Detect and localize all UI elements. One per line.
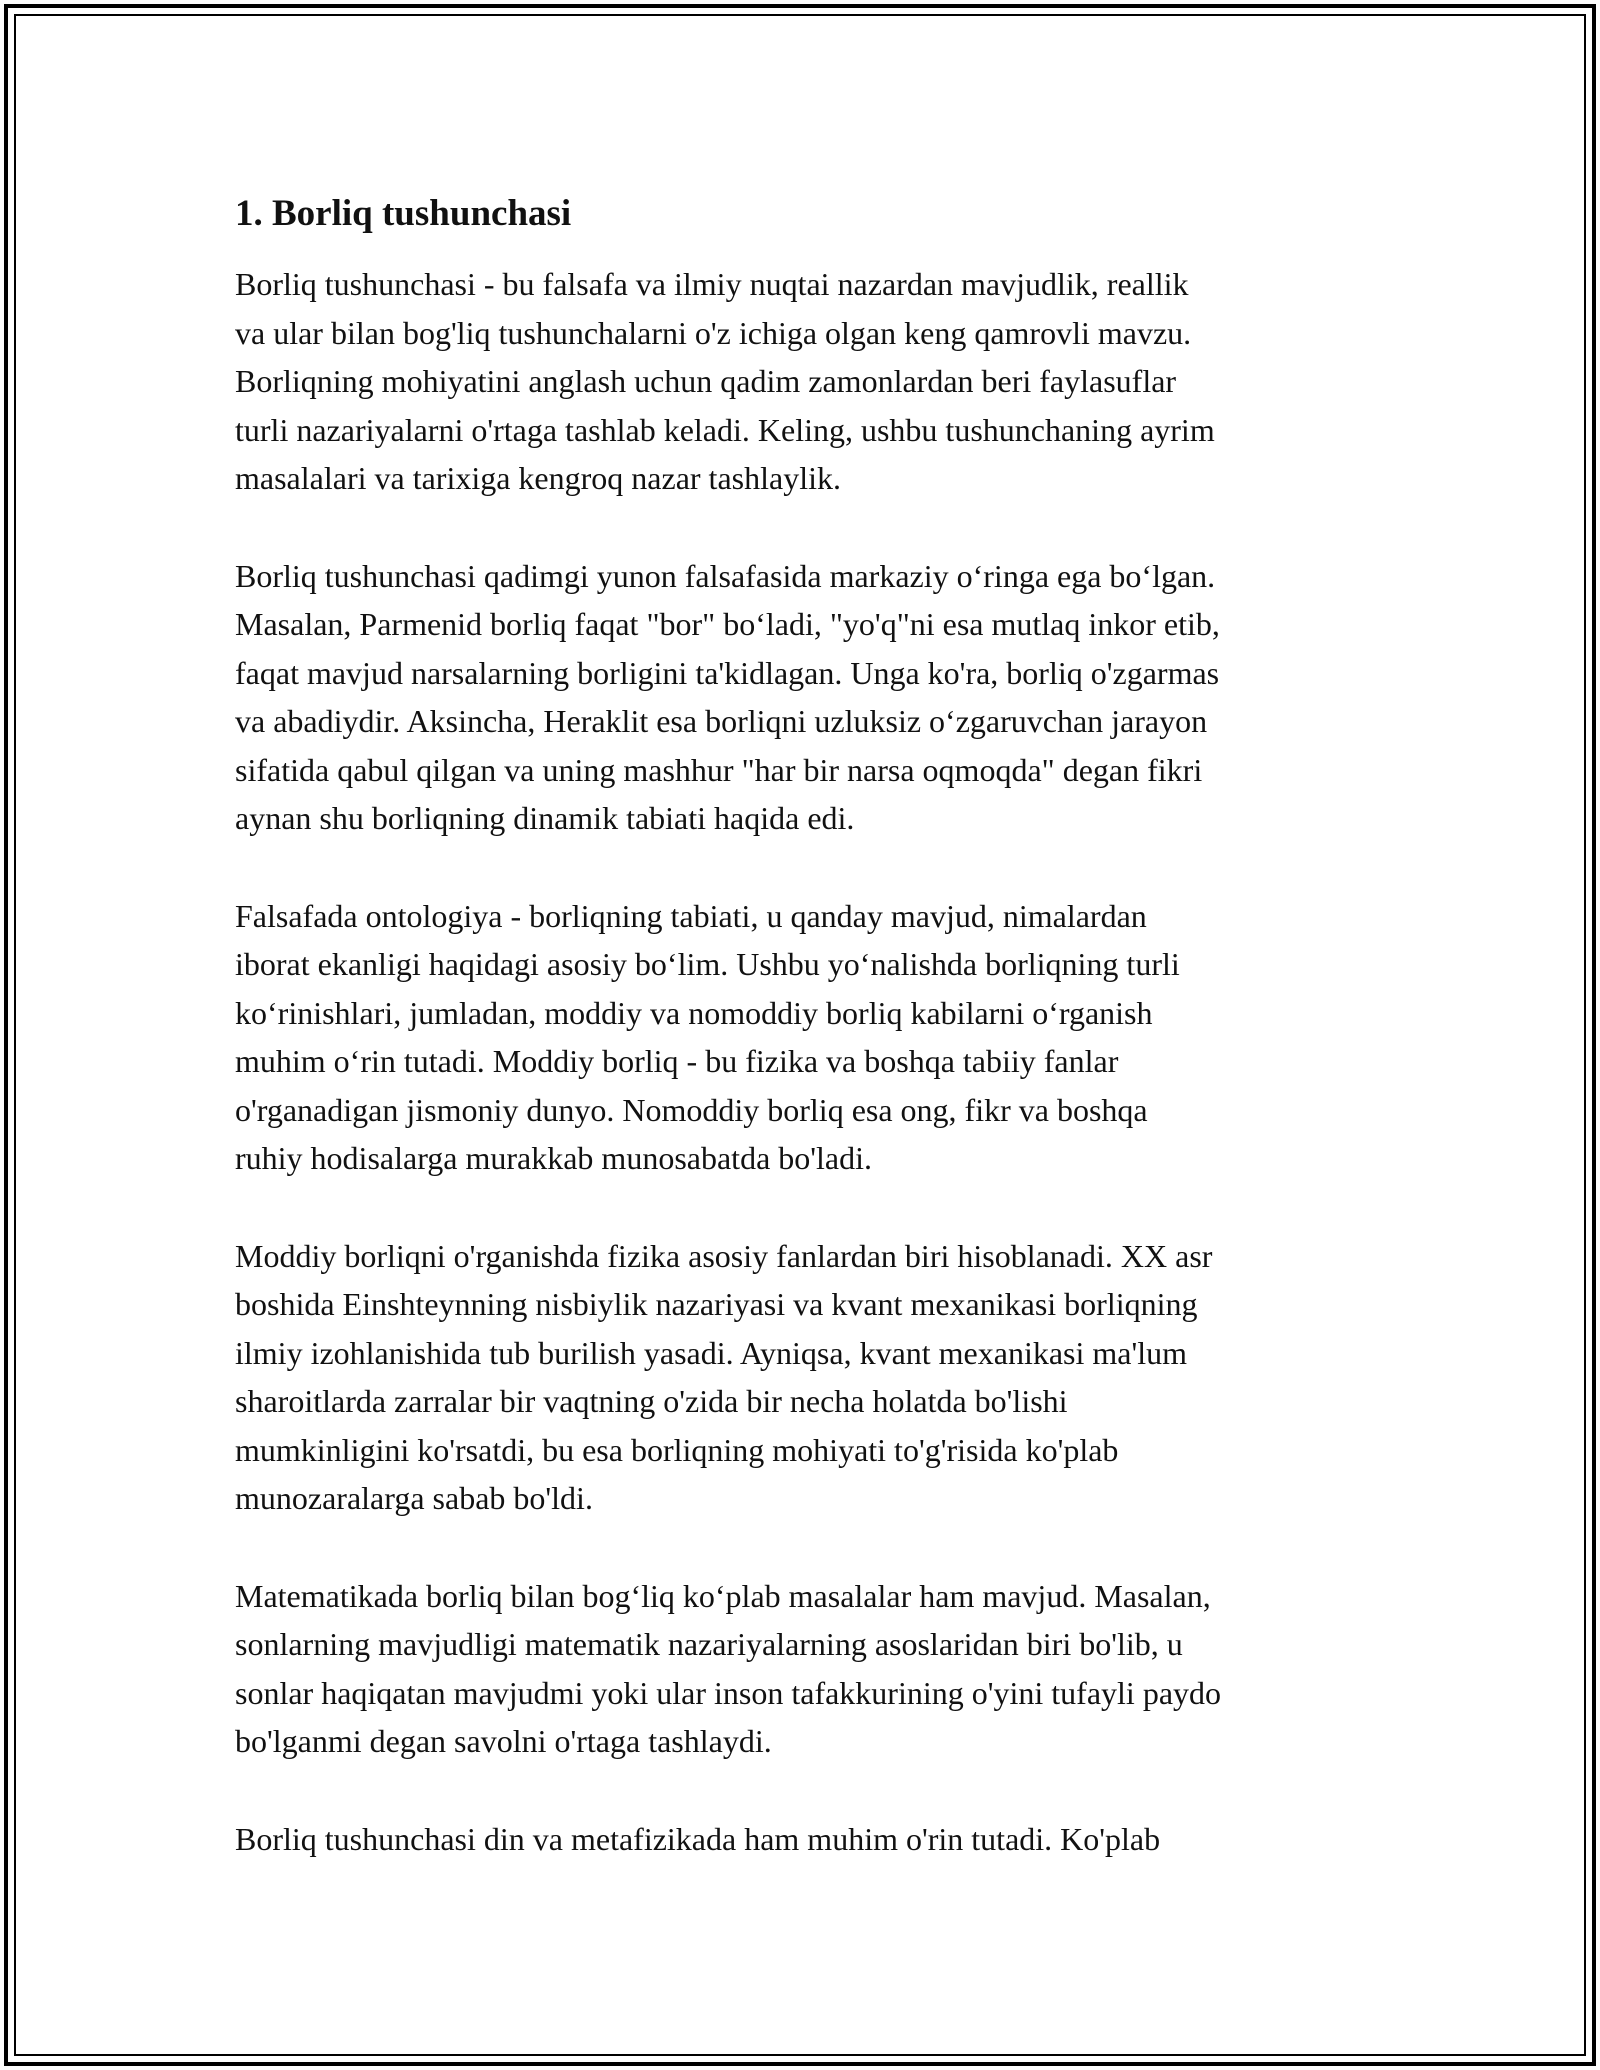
text-line: munozaralarga sabab bo'ldi. xyxy=(235,1480,593,1516)
text-line: Borliqning mohiyatini anglash uchun qadim zamonlardan beri faylasuflar xyxy=(235,363,1177,399)
text-line: Moddiy borliqni o'rganishda fizika asosiy fanlardan biri hisoblanadi. XX asr xyxy=(235,1237,1213,1274)
text-line: sharoitlarda zarralar bir vaqtning o'zida bir necha holatda bo'lishi xyxy=(235,1383,1068,1419)
text-line: muhim o‘rin tutadi. Moddiy borliq - bu fizika va boshqa tabiiy fanlar xyxy=(235,1043,1119,1079)
text-line: bo'lganmi degan savolni o'rtaga tashlaydi. xyxy=(235,1723,772,1759)
text-line: va ular bilan bog'liq tushunchalarni o'z ichiga olgan keng qamrovli mavzu. xyxy=(235,314,1192,351)
text-line: Matematikada borliq bilan bog‘liq ko‘plab masalalar ham mavjud. Masalan, xyxy=(235,1577,1211,1614)
text-line: mumkinligini ko'rsatdi, bu esa borliqning mohiyati to'g'risida ko'plab xyxy=(235,1431,1119,1468)
document-body xyxy=(235,190,1385,1912)
text-line: va abadiydir. Aksincha, Heraklit esa borliqni uzluksiz o‘zgaruvchan jarayon xyxy=(235,703,1208,739)
text-line: Borliq tushunchasi qadimgi yunon falsafasida markaziy o‘ringa ega bo‘lgan. xyxy=(235,557,1216,594)
text-line: sonlarning mavjudligi matematik nazariyalarning asoslaridan biri bo'lib, u xyxy=(235,1626,1183,1662)
text-line: ko‘rinishlari, jumladan, moddiy va nomoddiy borliq kabilarni o‘rganish xyxy=(235,994,1153,1031)
paragraph-6 xyxy=(235,1815,1385,1864)
text-line: sonlar haqiqatan mavjudmi yoki ular inson tafakkurining o'yini tufayli paydo xyxy=(235,1674,1222,1711)
text-line: sifatida qabul qilgan va uning mashhur "har bir narsa oqmoqda" degan fikri xyxy=(235,751,1203,788)
text-line: turli nazariyalarni o'rtaga tashlab keladi. Keling, ushbu tushunchaning ayrim xyxy=(235,411,1215,448)
paragraph-1 xyxy=(235,260,1385,503)
text-line: Masalan, Parmenid borliq faqat "bor" bo‘ladi, "yo'q"ni esa mutlaq inkor etib, xyxy=(235,606,1220,642)
section-heading: 1. Borliq tushunchasi xyxy=(235,193,572,234)
text-line: Borliq tushunchasi din va metafizikada ham muhim o'rin tutadi. Ko'plab xyxy=(235,1820,1161,1857)
text-line: ruhiy hodisalarga murakkab munosabatda bo'ladi. xyxy=(235,1140,873,1176)
paragraph-5 xyxy=(235,1572,1385,1766)
text-line: o'rganadigan jismoniy dunyo. Nomoddiy borliq esa ong, fikr va boshqa xyxy=(235,1091,1148,1128)
text-line: faqat mavjud narsalarning borligini ta'kidlagan. Unga ko'ra, borliq o'zgarmas xyxy=(235,654,1220,691)
text-line: Falsafada ontologiya - borliqning tabiati, u qanday mavjud, nimalardan xyxy=(235,897,1147,934)
text-line: ilmiy izohlanishida tub burilish yasadi. Ayniqsa, kvant mexanikasi ma'lum xyxy=(235,1334,1188,1371)
text-line: masalalari va tarixiga kengroq nazar tashlaylik. xyxy=(235,460,841,496)
paragraph-2 xyxy=(235,552,1385,843)
text-line: aynan shu borliqning dinamik tabiati haqida edi. xyxy=(235,800,855,836)
text-line: Borliq tushunchasi - bu falsafa va ilmiy nuqtai nazardan mavjudlik, reallik xyxy=(235,266,1189,302)
text-line: iborat ekanligi haqidagi asosiy bo‘lim. Ushbu yo‘nalishda borliqning turli xyxy=(235,946,1180,982)
paragraph-4 xyxy=(235,1232,1385,1523)
paragraph-3 xyxy=(235,892,1385,1183)
text-line: boshida Einshteynning nisbiylik nazariyasi va kvant mexanikasi borliqning xyxy=(235,1286,1198,1322)
